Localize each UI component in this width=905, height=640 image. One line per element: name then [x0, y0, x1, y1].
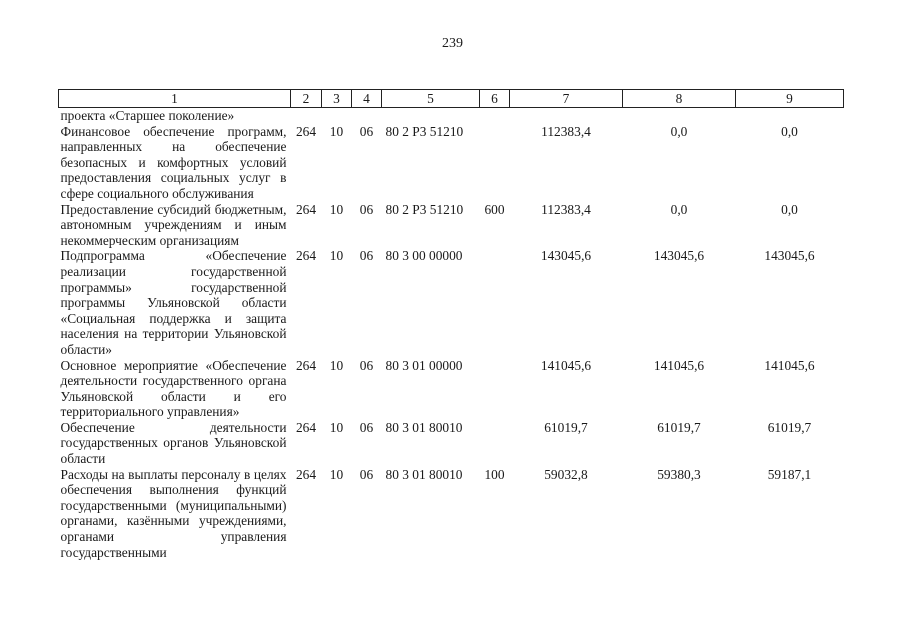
- code-gl: 264: [295, 248, 317, 264]
- code-section: 10: [329, 357, 344, 373]
- code-gl: [291, 108, 322, 124]
- amount-year-1: 143045,6: [540, 248, 592, 264]
- amount-year-2: 141045,6: [653, 357, 705, 373]
- amount-year-1: 112383,4: [541, 123, 591, 139]
- code-target: 80 3 01 00000: [385, 357, 463, 373]
- code-gl: 264: [295, 123, 317, 139]
- amount-year-2: 0,0: [670, 201, 688, 217]
- column-header: 1: [59, 90, 291, 108]
- code-gl: 264: [295, 466, 317, 482]
- code-section: 10: [329, 123, 344, 139]
- code-target: 80 2 P3 51210: [385, 123, 464, 139]
- code-gl: 264: [295, 201, 317, 217]
- column-header: 3: [322, 90, 352, 108]
- code-target: 80 3 01 80010: [385, 419, 463, 435]
- column-header: 7: [510, 90, 623, 108]
- item-name: Обеспечение деятельности государственных органов Ульяновской области: [60, 419, 287, 467]
- amount-year-1: 61019,7: [544, 419, 588, 435]
- column-number-header-row: [59, 90, 844, 108]
- amount-year-2: 143045,6: [653, 248, 705, 264]
- item-name: Предоставление субсидий бюджетным, автономным учреждениям и иным некоммерческим организациям: [60, 201, 287, 248]
- code-subsection: 06: [359, 248, 374, 264]
- amount-year-2: 61019,7: [657, 419, 701, 435]
- code-target: 80 2 P3 51210: [385, 201, 464, 217]
- amount-year-1: 59032,8: [544, 466, 588, 482]
- table-row: [59, 202, 844, 249]
- amount-year-3: 59187,1: [767, 466, 812, 482]
- table-row: [59, 467, 844, 561]
- budget-table: [58, 89, 844, 560]
- item-name: Финансовое обеспечение программ, направленных на обеспечение безопасных и комфортных условий предоставления социальных услуг в сфере социального обслуживания: [60, 123, 287, 201]
- amount-year-1: 141045,6: [540, 357, 592, 373]
- table-row: [59, 420, 844, 467]
- code-expense-type: 100: [484, 466, 505, 482]
- amount-year-3: 61019,7: [767, 419, 812, 435]
- column-header: 6: [480, 90, 510, 108]
- column-header: 9: [736, 90, 844, 108]
- item-name: Подпрограмма «Обеспечение реализации государственной программы» государственной программы Ульяновской области «Социальная поддержка и защита населения на территории Ульяновской области»: [60, 248, 287, 357]
- table-row: [59, 358, 844, 420]
- amount-year-3: 143045,6: [764, 248, 815, 264]
- code-subsection: 06: [359, 123, 374, 139]
- code-expense-type: 600: [484, 201, 505, 217]
- code-subsection: 06: [359, 201, 374, 217]
- column-header: 5: [382, 90, 480, 108]
- code-subsection: [352, 108, 382, 124]
- code-section: 10: [329, 201, 344, 217]
- amount-year-3: 141045,6: [764, 357, 815, 373]
- code-section: 10: [329, 466, 344, 482]
- table-row: [59, 248, 844, 357]
- page-number: 239: [442, 36, 463, 51]
- table-row: [59, 108, 844, 124]
- code-section: 10: [329, 248, 344, 264]
- amount-year-1: [510, 108, 623, 124]
- item-name: Основное мероприятие «Обеспечение деятельности государственного органа Ульяновской области и его территориального управления»: [60, 357, 287, 420]
- amount-year-2: [623, 108, 736, 124]
- code-section: 10: [329, 419, 344, 435]
- amount-year-3: [736, 108, 844, 124]
- item-name: проекта «Старшее поколение»: [60, 108, 235, 123]
- amount-year-3: 0,0: [781, 201, 798, 217]
- code-subsection: 06: [359, 466, 374, 482]
- code-section: [322, 108, 352, 124]
- item-name: Расходы на выплаты персоналу в целях обеспечения выполнения функций государственными (муниципальными) органами, казёнными учреждениями, органами управления государственными: [60, 466, 287, 560]
- code-subsection: 06: [359, 357, 374, 373]
- code-expense-type: [480, 108, 510, 124]
- code-target: 80 3 01 80010: [385, 466, 463, 482]
- column-header: 8: [623, 90, 736, 108]
- table-row: [59, 124, 844, 202]
- amount-year-1: 112383,4: [541, 201, 591, 217]
- code-expense-type: [480, 358, 510, 420]
- amount-year-2: 0,0: [670, 123, 688, 139]
- code-expense-type: [480, 248, 510, 357]
- amount-year-2: 59380,3: [657, 466, 701, 482]
- code-gl: 264: [295, 419, 317, 435]
- code-subsection: 06: [359, 419, 374, 435]
- code-expense-type: [480, 124, 510, 202]
- column-header: 2: [291, 90, 322, 108]
- column-header: 4: [352, 90, 382, 108]
- code-target: 80 3 00 00000: [385, 248, 463, 264]
- code-expense-type: [480, 420, 510, 467]
- code-gl: 264: [295, 357, 317, 373]
- amount-year-3: 0,0: [781, 123, 798, 139]
- code-target: [382, 108, 480, 124]
